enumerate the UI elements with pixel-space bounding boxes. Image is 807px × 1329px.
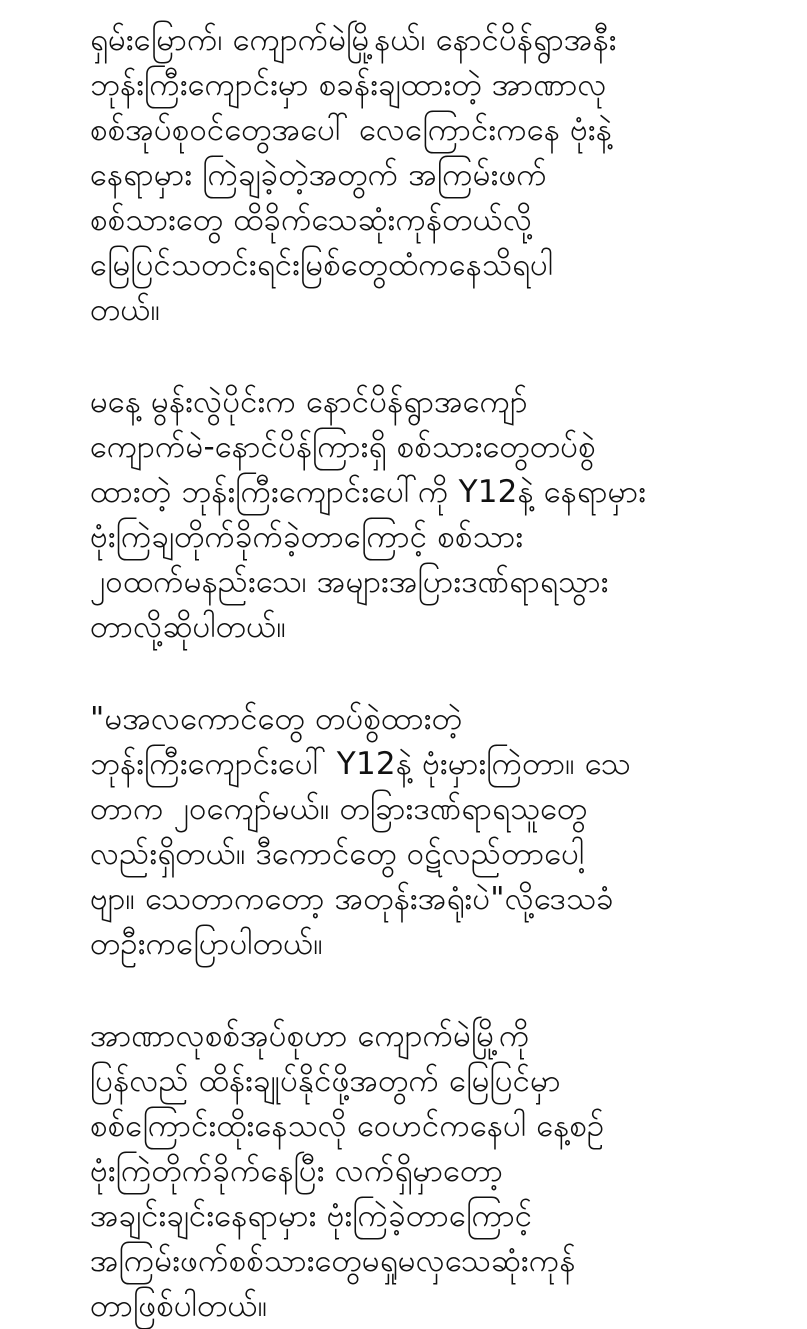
text-line: ဘုန်းကြီးကျောင်းမှာ စခန်းချထားတဲ့ အာဏာလု [90,67,607,103]
text-line: ပြန်လည် ထိန်းချုပ်နိုင်ဖို့အတွက် မြေပြင်မှာ [90,1063,561,1099]
text-line: ဗုံးကြဲတိုက်ခိုက်နေပြီး လက်ရှိမှာတော့ [90,1153,504,1189]
text-line: လည်းရှိတယ်။ ဒီကောင်တွေ ဝဋ်လည်တာပေါ့ [90,836,585,872]
text-line: ရှမ်းမြောက်၊ ကျောက်မဲမြို့နယ်၊ နောင်ပိန်ရွာအနီး [90,22,617,58]
text-line: ကျောက်မဲ-နောင်ပိန်ကြားရှိ စစ်သားတွေတပ်စွဲ [90,429,596,465]
text-line: တယ်။ [90,292,161,328]
text-line: တာဖြစ်ပါတယ်။ [90,1288,268,1324]
paragraph [90,1014,780,1329]
paragraph [90,380,780,650]
text-line: "မအလကောင်တွေ တပ်စွဲထားတဲ့ [90,701,463,737]
text-line: ဘုန်းကြီးကျောင်းပေါ် Y12နဲ့ ဗုံးမှားကြဲတာ။ သေ [90,746,631,782]
text-line: ၂၀ထက်မနည်းသေ၊ အများအပြားဒဏ်ရာရသွား [90,564,609,600]
text-line: စစ်သားတွေ ထိခိုက်သေဆုံးကုန်တယ်လို့ [90,202,533,238]
paragraph [90,18,780,333]
text-line: တာက ၂၀ကျော်မယ်။ တခြားဒဏ်ရာရသူတွေ [90,791,588,827]
text-line: စစ်ကြောင်းထိုးနေသလို ဝေဟင်ကနေပါ နေ့စဉ် [90,1108,605,1144]
text-line: တဦးကပြောပါတယ်။ [90,926,323,962]
quote-paragraph [90,697,780,967]
text-line: မနေ့ မွန်းလွဲပိုင်းက နောင်ပိန်ရွာအကျော် [90,384,528,420]
text-line: ဗုံးကြဲချတိုက်ခိုက်ခဲ့တာကြောင့် စစ်သား [90,519,524,555]
text-line: ထားတဲ့ ဘုန်းကြီးကျောင်းပေါ်ကို Y12နဲ့ နေရာမှား [90,474,647,510]
text-line: နေရာမှား ကြဲချခဲ့တဲ့အတွက် အကြမ်းဖက် [90,157,547,193]
text-line: အကြမ်းဖက်စစ်သားတွေမရှုမလှသေဆုံးကုန် [90,1243,576,1279]
text-line: အာဏာလုစစ်အုပ်စုဟာ ကျောက်မဲမြို့ကို [90,1018,530,1054]
text-line: အချင်းချင်းနေရာမှား ဗုံးကြဲခဲ့တာကြောင့် [90,1198,533,1234]
article-body [90,18,780,1329]
text-line: တာလို့ဆိုပါတယ်။ [90,609,287,645]
text-line: ဗျာ။ သေတာကတော့ အတုန်းအရုံးပဲ"လို့ဒေသခံ [90,881,614,917]
text-line: မြေပြင်သတင်းရင်းမြစ်တွေထံကနေသိရပါ [90,247,554,283]
text-line: စစ်အုပ်စုဝင်တွေအပေါ် လေကြောင်းကနေ ဗုံးနဲ့ [90,112,613,148]
